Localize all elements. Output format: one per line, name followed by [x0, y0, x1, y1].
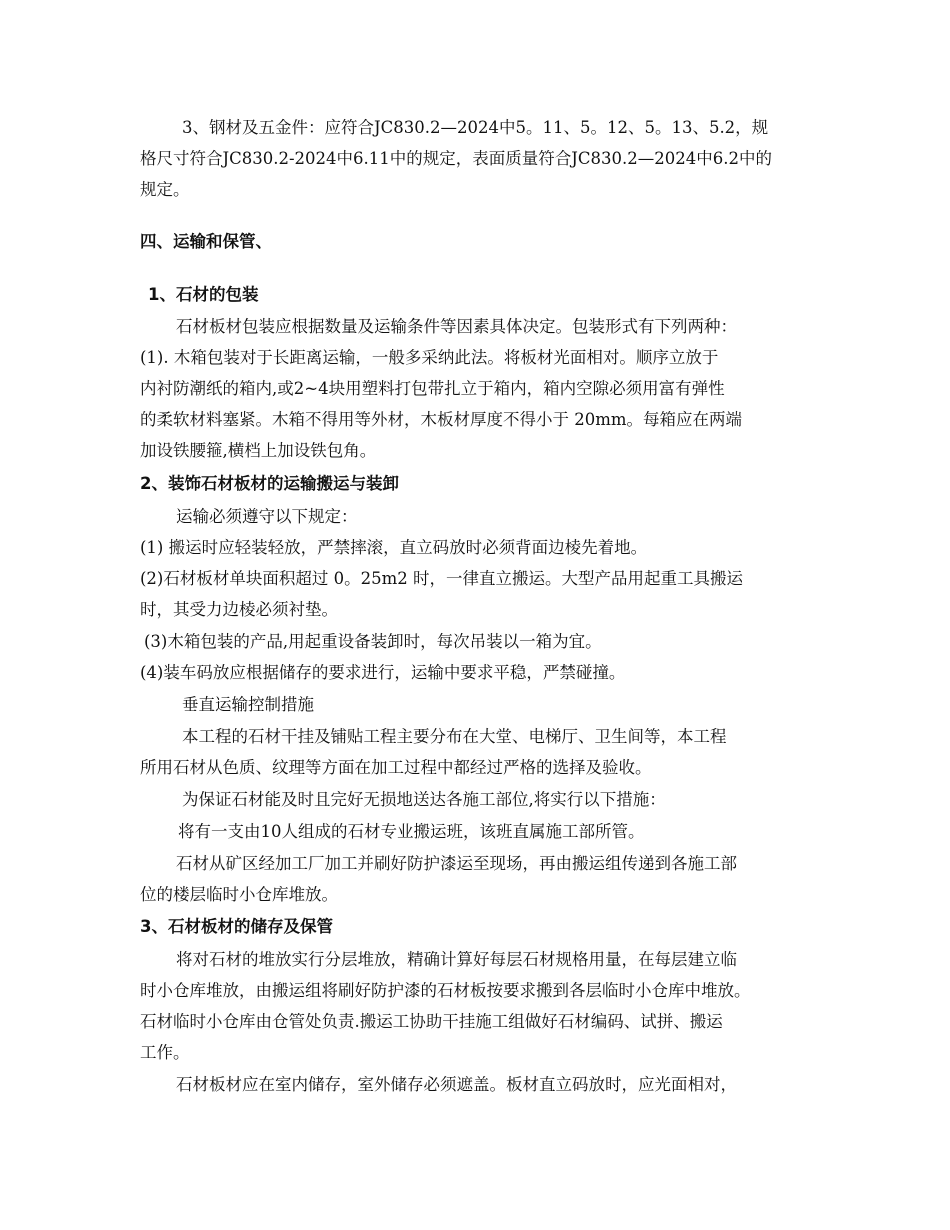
paragraph-line: 本工程的石材干挂及铺贴工程主要分布在大堂、电梯厅、卫生间等，本工程: [182, 727, 727, 746]
paragraph-line: 垂直运输控制措施: [182, 695, 314, 714]
paragraph-line: 时，其受力边棱必须衬垫。: [140, 600, 338, 619]
paragraph-line: 将有一支由10人组成的石材专业搬运班，该班直属施工部所管。: [178, 822, 645, 841]
paragraph-line: 规定。: [140, 180, 190, 199]
paragraph-line: 的柔软材料塞紧。木箱不得用等外材，木板材厚度不得小于 20mm。每箱应在两端: [140, 410, 743, 429]
paragraph-line: (1). 木箱包装对于长距离运输，一般多采纳此法。将板材光面相对。顺序立放于: [140, 348, 719, 367]
paragraph-line: (4)装车码放应根据储存的要求进行，运输中要求平稳，严禁碰撞。: [140, 663, 626, 682]
paragraph-line: 3、钢材及五金件：应符合JC830.2—2024中5。11、5。12、5。13、5.2，规: [182, 118, 769, 137]
paragraph-line: 位的楼层临时小仓库堆放。: [140, 885, 338, 904]
paragraph-line: 运输必须遵守以下规定：: [176, 507, 358, 526]
paragraph-line: 工作。: [140, 1043, 190, 1062]
paragraph-line: 加设铁腰箍,横档上加设铁包角。: [140, 441, 377, 460]
paragraph-line: (2)石材板材单块面积超过 0。25m2 时，一律直立搬运。大型产品用起重工具搬运: [140, 569, 743, 588]
paragraph-line: 为保证石材能及时且完好无损地送达各施工部位,将实行以下措施：: [182, 790, 666, 809]
paragraph-line: (3)木箱包装的产品,用起重设备装卸时，每次吊装以一箱为宜。: [144, 632, 602, 651]
paragraph-line: 所用石材从色质、纹理等方面在加工过程中都经过严格的选择及验收。: [140, 758, 652, 777]
subsection-heading: 1、石材的包装: [148, 285, 259, 304]
subsection-heading: 3、石材板材的储存及保管: [140, 917, 333, 936]
paragraph-line: 石材板材应在室内储存，室外储存必须遮盖。板材直立码放时，应光面相对，: [176, 1075, 737, 1094]
subsection-heading: 2、装饰石材板材的运输搬运与装卸: [140, 474, 399, 493]
paragraph-line: 石材从矿区经加工厂加工并刷好防护漆运至现场，再由搬运组传递到各施工部: [176, 854, 737, 873]
paragraph-line: 时小仓库堆放，由搬运组将刷好防护漆的石材板按要求搬到各层临时小仓库中堆放。: [140, 981, 751, 1000]
paragraph-line: 内衬防潮纸的箱内,或2~4块用塑料打包带扎立于箱内，箱内空隙必须用富有弹性: [140, 379, 725, 398]
paragraph-line: (1) 搬运时应轻装轻放，严禁摔滚，直立码放时必须背面边棱先着地。: [140, 538, 648, 557]
paragraph-line: 格尺寸符合JC830.2-2024中6.11中的规定，表面质量符合JC830.2—2024中6.2中的: [140, 149, 772, 168]
section-heading: 四、运输和保管、: [140, 232, 272, 251]
paragraph-line: 将对石材的堆放实行分层堆放，精确计算好每层石材规格用量，在每层建立临: [176, 950, 737, 969]
paragraph-line: 石材板材包装应根据数量及运输条件等因素具体决定。包装形式有下列两种：: [176, 317, 737, 336]
paragraph-line: 石材临时小仓库由仓管处负责.搬运工协助干挂施工组做好石材编码、试拼、搬运: [140, 1012, 723, 1031]
